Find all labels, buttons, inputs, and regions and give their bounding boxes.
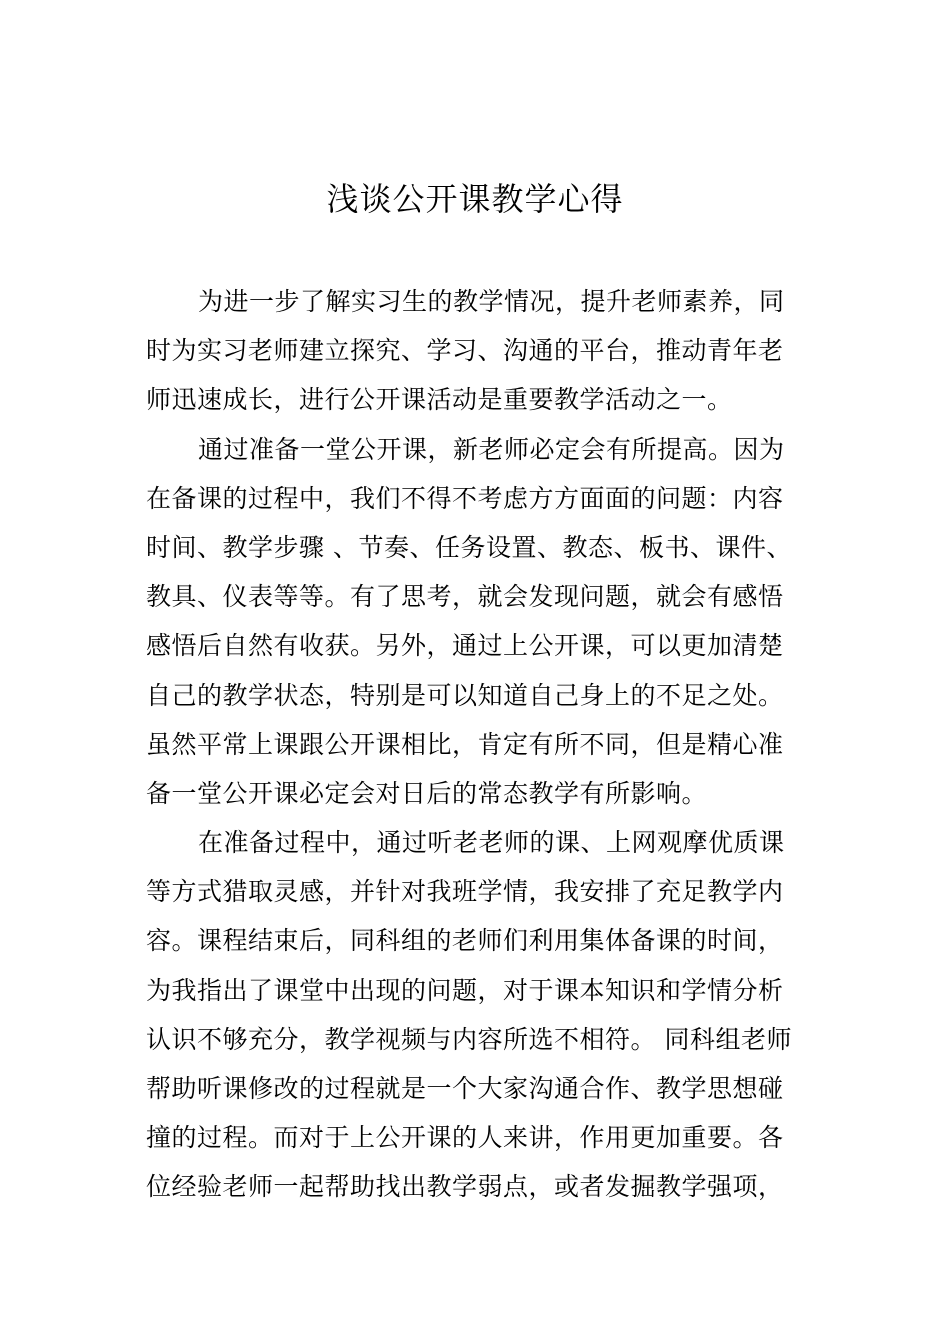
text-line: 等方式猎取灵感，并针对我班学情，我安排了充足教学内: [146, 877, 784, 907]
text-line: 通过准备一堂公开课，新老师必定会有所提高。因为: [198, 434, 785, 464]
text-line: 时为实习老师建立探究、学习、沟通的平台，推动青年老: [146, 336, 784, 366]
text-line: 师迅速成长，进行公开课活动是重要教学活动之一。: [146, 385, 733, 415]
text-line: 为进一步了解实习生的教学情况，提升老师素养，同: [198, 287, 785, 316]
text-line: 容。课程结束后，同科组的老师们利用集体备课的时间，: [146, 926, 784, 956]
text-line: 时间、教学步骤 、节奏、任务设置、教态、板书、课件、: [146, 532, 792, 562]
text-line: 自己的教学状态，特别是可以知道自己身上的不足之处。: [146, 680, 784, 710]
text-line: 撞的过程。而对于上公开课的人来讲，作用更加重要。各: [146, 1123, 784, 1153]
text-line: 教具、仪表等等。有了思考，就会发现问题，就会有感悟: [146, 582, 784, 612]
text-line: 帮助听课修改的过程就是一个大家沟通合作、教学思想碰: [146, 1074, 784, 1103]
text-line: 位经验老师一起帮助找出教学弱点，或者发掘教学强项，: [146, 1172, 784, 1202]
text-line: 认识不够充分，教学视频与内容所选不相符。 同科组老师: [146, 1024, 792, 1054]
text-line: 在备课的过程中，我们不得不考虑方方面面的问题：内容: [146, 483, 784, 513]
document-title: 浅谈公开课教学心得: [326, 180, 624, 218]
text-line: 为我指出了课堂中出现的问题，对于课本知识和学情分析: [146, 975, 784, 1005]
text-line: 在准备过程中，通过听老老师的课、上网观摩优质课: [198, 828, 785, 858]
text-line: 备一堂公开课必定会对日后的常态教学有所影响。: [146, 778, 708, 808]
document-body: [146, 277, 806, 1212]
text-line: 虽然平常上课跟公开课相比，肯定有所不同，但是精心准: [146, 729, 784, 759]
text-line: 感悟后自然有收获。另外，通过上公开课，可以更加清楚: [146, 631, 784, 661]
